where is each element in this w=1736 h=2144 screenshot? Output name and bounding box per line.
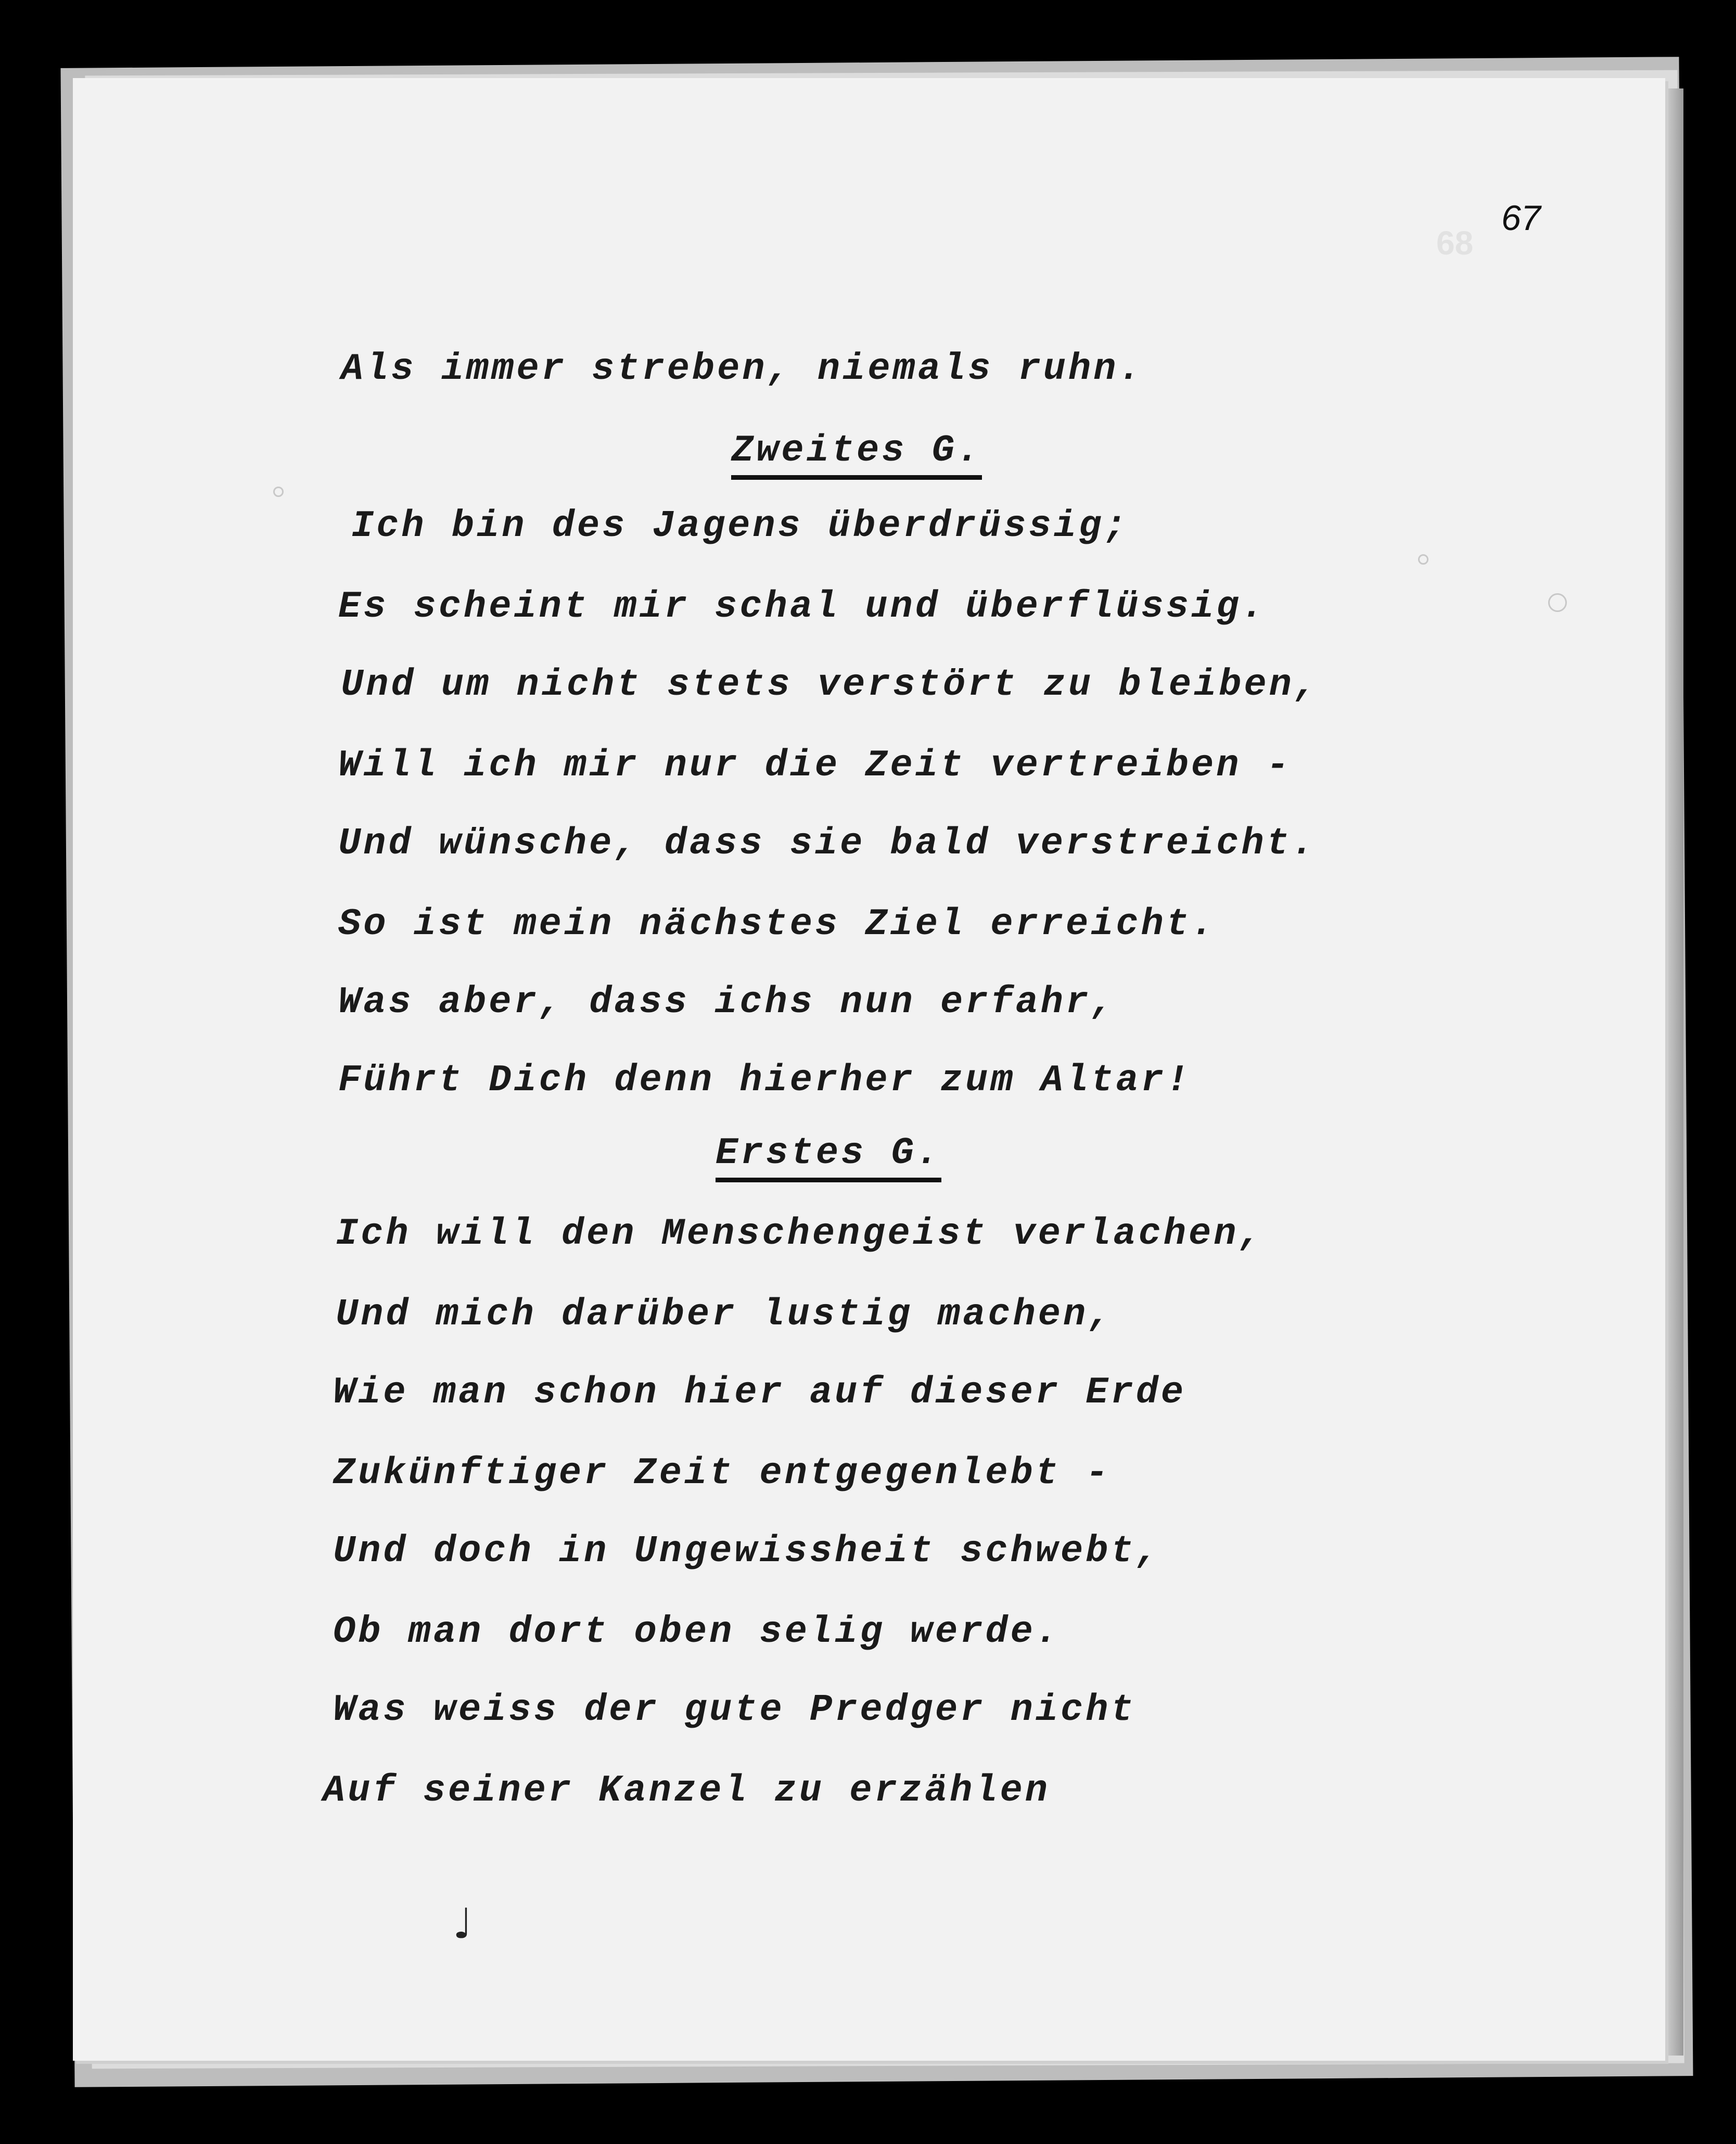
poem-line: Und doch in Ungewissheit schwebt, — [333, 1530, 1161, 1573]
poem-line: Ob man dort oben selig werde. — [333, 1611, 1061, 1653]
paper-speck — [1418, 554, 1428, 565]
poem-line: Als immer streben, niemals ruhn. — [341, 348, 1144, 390]
poem-line: Wie man schon hier auf dieser Erde — [333, 1371, 1186, 1414]
poem-line: Will ich mir nur die Zeit vertreiben - — [338, 744, 1292, 787]
speaker-heading: Erstes G. — [716, 1132, 941, 1182]
poem-line: So ist mein nächstes Ziel erreicht. — [338, 903, 1217, 946]
poem-line: Was weiss der gute Predger nicht — [333, 1689, 1136, 1731]
page-number: 67 — [1501, 198, 1541, 238]
poem-line: Ich bin des Jagens überdrüssig; — [351, 505, 1129, 547]
poem-line: Und mich darüber lustig machen, — [336, 1293, 1114, 1336]
poem-line: Zukünftiger Zeit entgegenlebt - — [333, 1452, 1111, 1495]
poem-line: Führt Dich denn hierher zum Altar! — [338, 1059, 1192, 1102]
poem-line: Ich will den Menschengeist verlachen, — [336, 1213, 1264, 1255]
speaker-heading: Zweites G. — [731, 429, 982, 480]
poem-line: Und um nicht stets verstört zu bleiben, — [341, 663, 1320, 706]
paper-speck — [1548, 593, 1567, 612]
poem-line: Was aber, dass ichs nun erfahr, — [338, 981, 1116, 1024]
page-stack-edge — [1663, 88, 1683, 2056]
pencil-mark: ♩ — [453, 1899, 473, 1948]
poem-line: Und wünsche, dass sie bald verstreicht. — [338, 822, 1317, 865]
poem-line: Auf seiner Kanzel zu erzählen — [323, 1769, 1051, 1812]
poem-line: Es scheint mir schal und überflüssig. — [338, 585, 1267, 628]
bleed-through-page-number: 68 — [1436, 224, 1474, 262]
paper-speck — [273, 487, 284, 497]
